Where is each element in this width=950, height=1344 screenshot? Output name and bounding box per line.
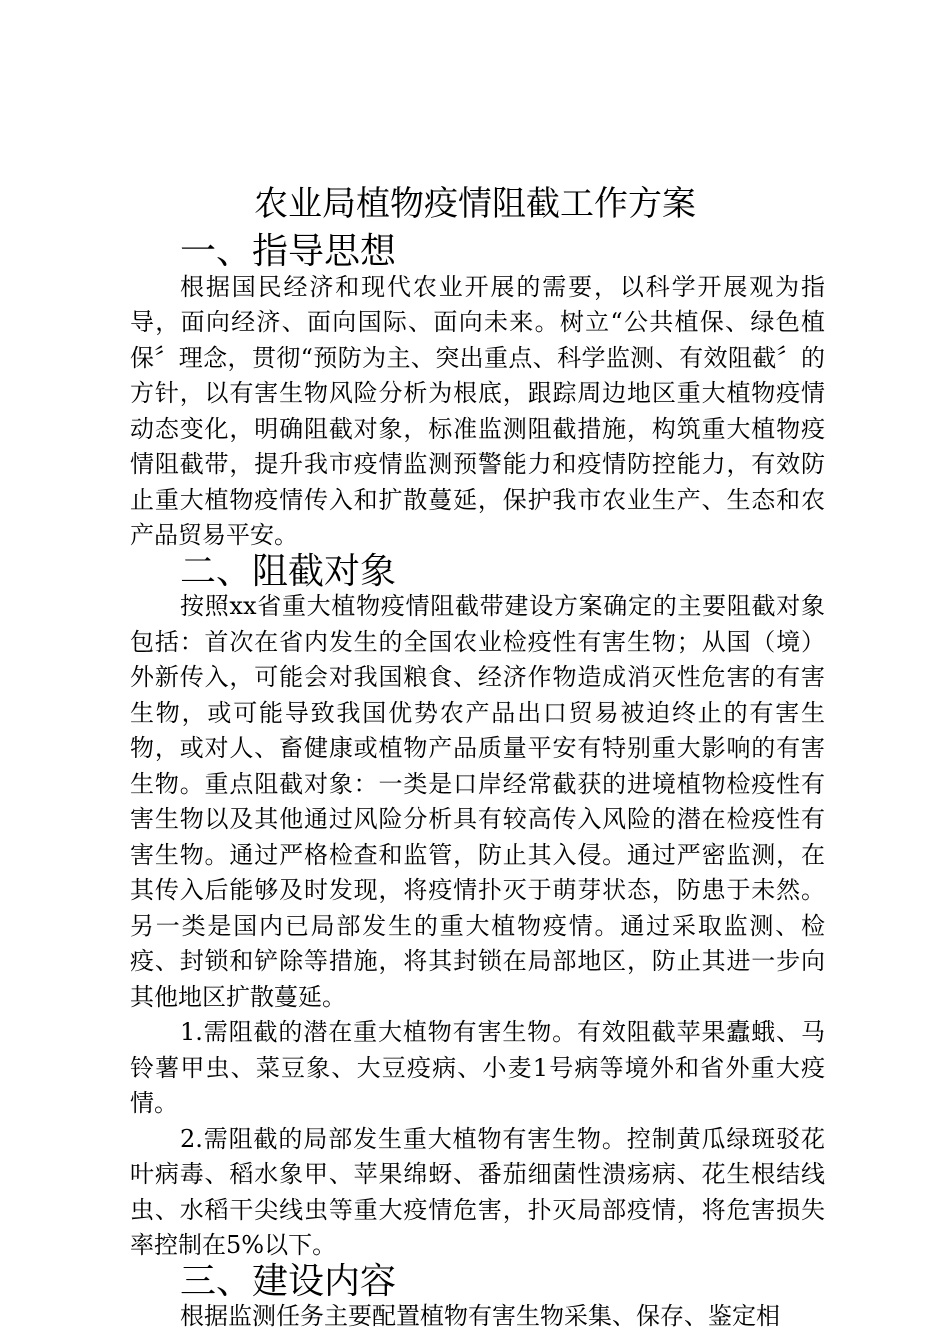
section-heading: 二、阻截对象	[180, 550, 397, 592]
section-guiding-ideology	[130, 231, 825, 554]
section-heading: 一、指导思想	[180, 231, 397, 272]
section-construction-content	[130, 1260, 825, 1335]
body-paragraph: 根据国民经济和现代农业开展的需要，以科学开展观为指导，面向经济、面向国际、面向未来。树立“公共植保、绿色植保〞理念，贯彻“预防为主、突出重点、科学监测、有效阻截〞的方针，以有害生物风险分析为根底，跟踪周边地区重大植物疫情动态变化，明确阻截对象，标准监测阻截措施，构筑重大植物疫情阻截带，提升我市疫情监测预警能力和疫情防控能力，有效防止重大植物疫情传入和扩散蔓延，保护我市农业生产、生态和农产品贸易平安。	[130, 272, 825, 549]
document-title: 农业局植物疫情阻截工作方案	[254, 184, 696, 224]
numbered-paragraph: 1.需阻截的潜在重大植物有害生物。有效阻截苹果蠹蛾、马铃薯甲虫、菜豆象、大豆疫病、小麦1号病等境外和省外重大疫情。	[130, 1018, 825, 1117]
section-interception-targets	[130, 550, 825, 1264]
body-paragraph: 根据监测任务主要配置植物有害生物采集、保存、鉴定相	[180, 1302, 780, 1330]
document-body	[130, 231, 825, 1335]
numbered-paragraph: 2.需阻截的局部发生重大植物有害生物。控制黄瓜绿斑驳花叶病毒、稻水象甲、苹果绵蚜、番茄细菌性溃疡病、花生根结线虫、水稻干尖线虫等重大疫情危害，扑灭局部疫情，将危害损失率控制在5%以下。	[130, 1124, 825, 1259]
body-paragraph: 按照xx省重大植物疫情阻截带建设方案确定的主要阻截对象包括：首次在省内发生的全国农业检疫性有害生物；从国（境）外新传入，可能会对我国粮食、经济作物造成消灭性危害的有害生物，或可能导致我国优势农产品出口贸易被迫终止的有害生物，或对人、畜健康或植物产品质量平安有特别重大影响的有害生物。重点阻截对象：一类是口岸经常截获的进境植物检疫性有害生物以及其他通过风险分析具有较高传入风险的潜在检疫性有害生物。通过严格检查和监管，防止其入侵。通过严密监测，在其传入后能够及时发现，将疫情扑灭于萌芽状态，防患于未然。另一类是国内已局部发生的重大植物疫情。通过采取监测、检疫、封锁和铲除等措施，将其封锁在局部地区，防止其进一步向其他地区扩散蔓延。	[130, 592, 825, 1011]
section-heading: 三、建设内容	[180, 1260, 397, 1302]
